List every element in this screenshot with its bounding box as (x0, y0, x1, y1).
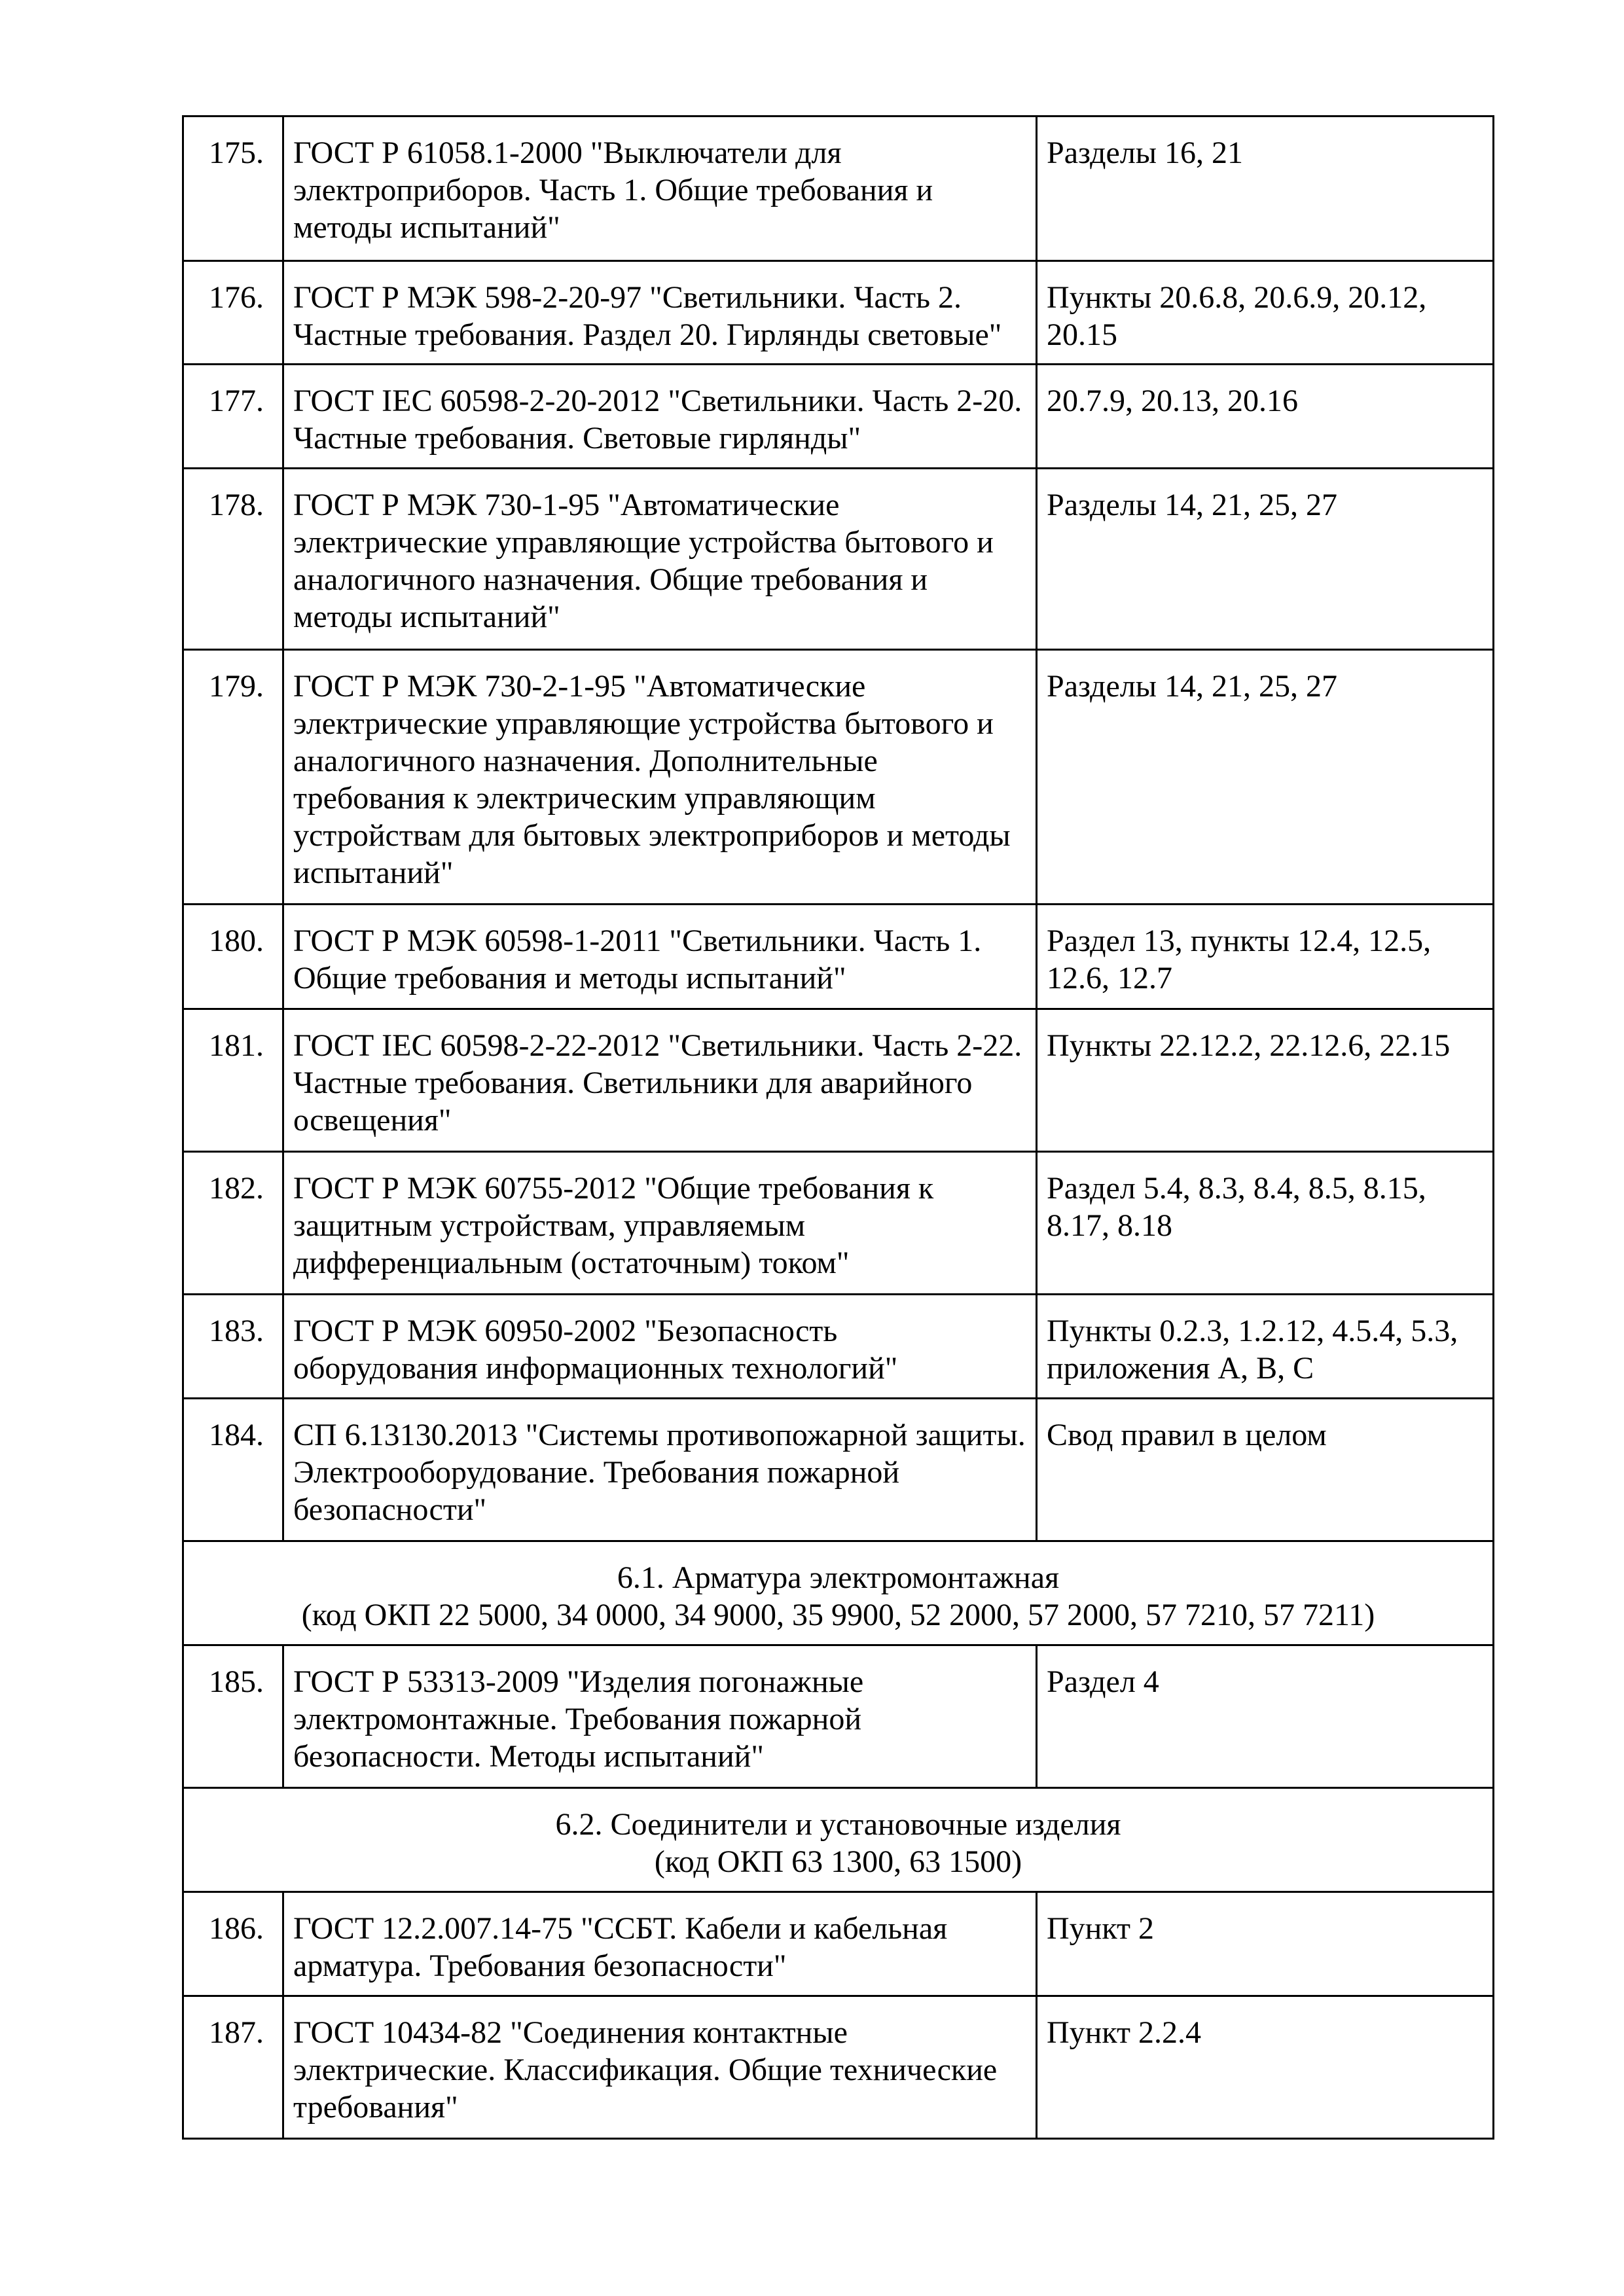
row-number: 178. (183, 469, 283, 650)
standard-title: ГОСТ IEC 60598-2-22-2012 "Светильники. Часть 2-22. Частные требования. Светильники для аварийного освещения" (283, 1009, 1037, 1152)
row-number: 183. (183, 1295, 283, 1399)
table-row (183, 1892, 1494, 1996)
standard-title: ГОСТ 12.2.007.14-75 "ССБТ. Кабели и кабельная арматура. Требования безопасности" (283, 1892, 1037, 1996)
applicable-sections: Разделы 16, 21 (1037, 117, 1494, 261)
applicable-sections: Пункты 22.12.2, 22.12.6, 22.15 (1037, 1009, 1494, 1152)
section-codes: (код ОКП 63 1300, 63 1500) (654, 1844, 1022, 1879)
standard-title: ГОСТ Р 61058.1-2000 "Выключатели для электроприборов. Часть 1. Общие требования и методы испытаний" (283, 117, 1037, 261)
section-title: 6.1. Арматура электромонтажная (617, 1560, 1060, 1595)
row-number: 179. (183, 650, 283, 905)
row-number: 180. (183, 905, 283, 1009)
standard-title: ГОСТ Р 53313-2009 "Изделия погонажные электромонтажные. Требования пожарной безопасности. Методы испытаний" (283, 1645, 1037, 1788)
section-title: 6.2. Соединители и установочные изделия (555, 1807, 1121, 1842)
applicable-sections: 20.7.9, 20.13, 20.16 (1037, 365, 1494, 469)
applicable-sections: Свод правил в целом (1037, 1399, 1494, 1541)
applicable-sections: Пункт 2 (1037, 1892, 1494, 1996)
section-header-row (183, 1541, 1494, 1645)
standard-title: ГОСТ Р МЭК 598-2-20-97 "Светильники. Часть 2. Частные требования. Раздел 20. Гирлянды световые" (283, 261, 1037, 365)
applicable-sections: Раздел 13, пункты 12.4, 12.5, 12.6, 12.7 (1037, 905, 1494, 1009)
applicable-sections: Пункт 2.2.4 (1037, 1996, 1494, 2139)
table-row (183, 650, 1494, 905)
row-number: 182. (183, 1152, 283, 1295)
section-header-6-1 (183, 1541, 1494, 1645)
applicable-sections: Раздел 4 (1037, 1645, 1494, 1788)
row-number: 187. (183, 1996, 283, 2139)
applicable-sections: Разделы 14, 21, 25, 27 (1037, 469, 1494, 650)
table-row (183, 117, 1494, 261)
standard-title: ГОСТ Р МЭК 730-1-95 "Автоматические электрические управляющие устройства бытового и аналогичного назначения. Общие требования и методы испытаний" (283, 469, 1037, 650)
table-row (183, 1996, 1494, 2139)
section-header-row (183, 1788, 1494, 1892)
row-number: 177. (183, 365, 283, 469)
standard-title: ГОСТ Р МЭК 60755-2012 "Общие требования к защитным устройствам, управляемым дифференциальным (остаточным) током" (283, 1152, 1037, 1295)
standard-title: ГОСТ Р МЭК 60598-1-2011 "Светильники. Часть 1. Общие требования и методы испытаний" (283, 905, 1037, 1009)
standard-title: ГОСТ 10434-82 "Соединения контактные электрические. Классификация. Общие технические требования" (283, 1996, 1037, 2139)
applicable-sections: Разделы 14, 21, 25, 27 (1037, 650, 1494, 905)
standard-title: СП 6.13130.2013 "Системы противопожарной защиты. Электрооборудование. Требования пожарной безопасности" (283, 1399, 1037, 1541)
table-row (183, 1009, 1494, 1152)
applicable-sections: Раздел 5.4, 8.3, 8.4, 8.5, 8.15, 8.17, 8.18 (1037, 1152, 1494, 1295)
applicable-sections: Пункты 20.6.8, 20.6.9, 20.12, 20.15 (1037, 261, 1494, 365)
standard-title: ГОСТ Р МЭК 730-2-1-95 "Автоматические электрические управляющие устройства бытового и аналогичного назначения. Дополнительные требования к электрическим управляющим устройствам для бытовых электроприборов и методы испытаний" (283, 650, 1037, 905)
table-row (183, 469, 1494, 650)
table-row (183, 1295, 1494, 1399)
table-row (183, 261, 1494, 365)
standards-table (182, 115, 1494, 2140)
table-row (183, 1399, 1494, 1541)
row-number: 181. (183, 1009, 283, 1152)
section-codes: (код ОКП 22 5000, 34 0000, 34 9000, 35 9900, 52 2000, 57 2000, 57 7210, 57 7211) (301, 1598, 1375, 1632)
row-number: 176. (183, 261, 283, 365)
row-number: 185. (183, 1645, 283, 1788)
standard-title: ГОСТ IEC 60598-2-20-2012 "Светильники. Часть 2-20. Частные требования. Световые гирлянды" (283, 365, 1037, 469)
row-number: 175. (183, 117, 283, 261)
standard-title: ГОСТ Р МЭК 60950-2002 "Безопасность оборудования информационных технологий" (283, 1295, 1037, 1399)
table-row (183, 905, 1494, 1009)
row-number: 184. (183, 1399, 283, 1541)
table-row (183, 365, 1494, 469)
applicable-sections: Пункты 0.2.3, 1.2.12, 4.5.4, 5.3, приложения A, B, C (1037, 1295, 1494, 1399)
table-row (183, 1645, 1494, 1788)
row-number: 186. (183, 1892, 283, 1996)
table-row (183, 1152, 1494, 1295)
section-header-6-2 (183, 1788, 1494, 1892)
